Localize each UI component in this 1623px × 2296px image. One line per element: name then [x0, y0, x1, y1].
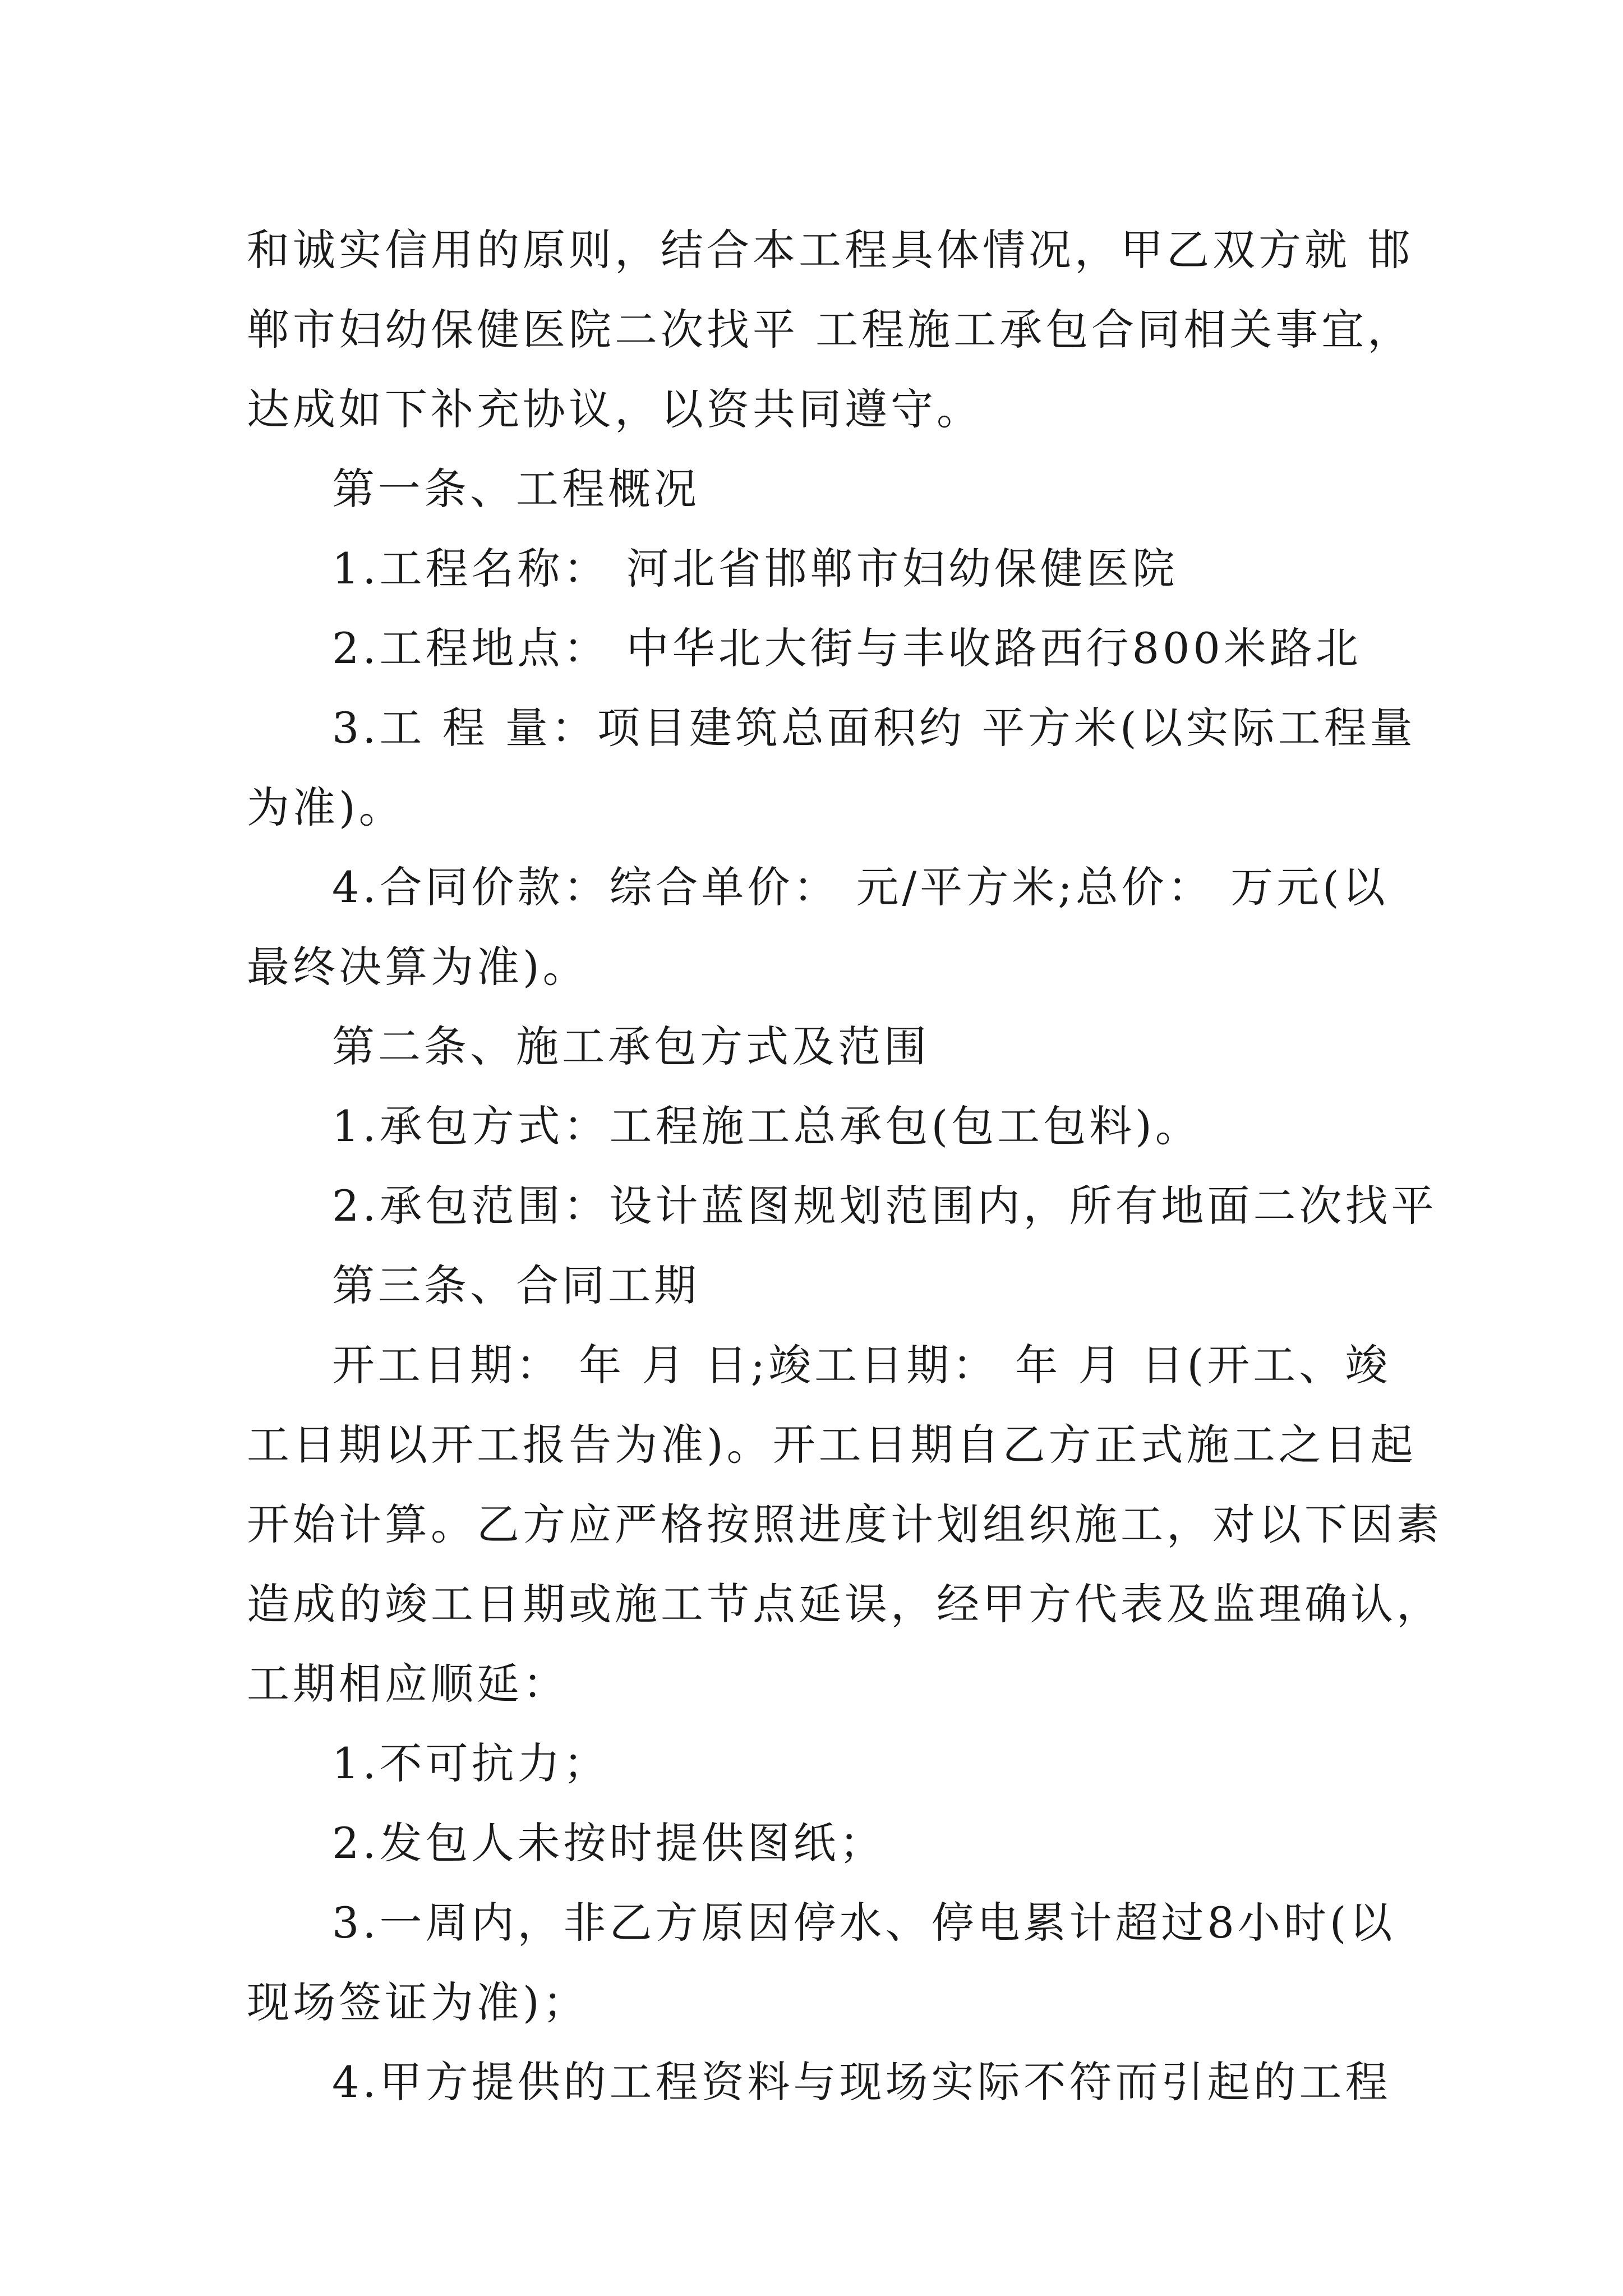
list-item: 2.发包人未按时提供图纸；: [332, 1818, 886, 1868]
section-heading: 第二条、施工承包方式及范围: [332, 1022, 930, 1071]
text-line: 工日期以开工报告为准)。开工日期自乙方正式施工之日起: [247, 1420, 1417, 1470]
document-body: [247, 210, 1442, 2122]
text-line: 工期相应顺延：: [247, 1659, 569, 1709]
text-line: 和诚实信用的原则，结合本工程具体情况，甲乙双方就 邯: [247, 225, 1414, 275]
section-heading: 第一条、工程概况: [332, 464, 700, 514]
text-line: 开工日期： 年 月 日;竣工日期： 年 月 日(开工、竣: [332, 1340, 1391, 1390]
section-heading: 第三条、合同工期: [332, 1260, 700, 1310]
text-line: 造成的竣工日期或施工节点延误，经甲方代表及监理确认，: [247, 1579, 1442, 1629]
text-line: 3.工 程 量：项目建筑总面积约 平方米(以实际工程量: [332, 703, 1416, 753]
list-item: 4.甲方提供的工程资料与现场实际不符而引起的工程: [332, 2057, 1391, 2107]
text-line: 1.工程名称： 河北省邯郸市妇幼保健医院: [332, 544, 1178, 593]
text-line: 最终决算为准)。: [247, 942, 589, 992]
text-line: 1.承包方式：工程施工总承包(包工包料)。: [332, 1101, 1201, 1151]
text-line: 郸市妇幼保健医院二次找平 工程施工承包合同相关事宜，: [247, 305, 1414, 355]
text-line: 2.承包范围：设计蓝图规划范围内，所有地面二次找平: [332, 1181, 1437, 1231]
list-item: 1.不可抗力；: [332, 1738, 610, 1788]
text-line: 2.工程地点： 中华北大街与丰收路西行800米路北: [332, 623, 1362, 673]
text-line: 4.合同价款：综合单价： 元/平方米;总价： 万元(以: [332, 862, 1389, 912]
text-line: 开始计算。乙方应严格按照进度计划组织施工，对以下因素: [247, 1499, 1442, 1549]
text-line: 达成如下补充协议，以资共同遵守。: [247, 384, 983, 434]
list-item: 3.一周内，非乙方原因停水、停电累计超过8小时(以: [332, 1898, 1396, 1948]
text-line: 现场签证为准)；: [247, 1977, 589, 2027]
text-line: 为准)。: [247, 783, 405, 832]
